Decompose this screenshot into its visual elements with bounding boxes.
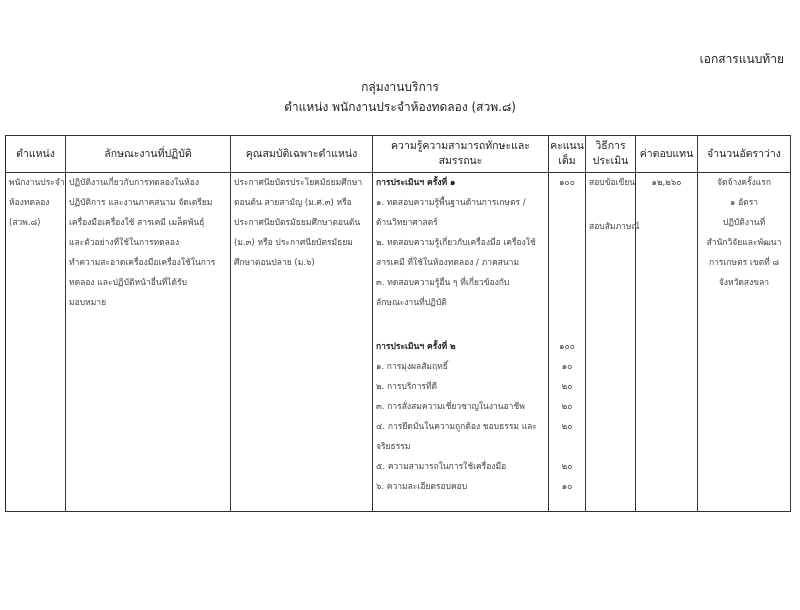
document-label: เอกสารแนบท้าย <box>699 52 784 66</box>
criterion-line: ด้านวิทยาศาสตร์ <box>376 218 438 228</box>
salary-value: ๑๒,๒๖๐ <box>651 178 682 188</box>
qualifications-line: ประกาศนียบัตรมัธยมศึกษาตอนต้น <box>234 218 361 228</box>
criterion-line: ๓. ทดสอบความรู้อื่น ๆ ที่เกี่ยวข้องกับ <box>376 278 510 288</box>
criterion-score: ๑๐ <box>561 362 573 372</box>
duties-cell <box>66 173 231 512</box>
duties-line: ทำความสะอาดเครื่องมือเครื่องใช้ในการ <box>69 258 216 268</box>
criterion-line: สารเคมี ที่ใช้ในห้องทดลอง / ภาคสนาม <box>376 258 520 268</box>
vacancy-line: สำนักวิจัยและพัฒนา <box>706 238 782 248</box>
page-title: กลุ่มงานบริการ <box>361 80 439 94</box>
vacancy-line: ปฏิบัติงานที่ <box>722 218 766 228</box>
criterion-line: ๖. ความละเอียดรอบคอบ <box>376 482 468 492</box>
criterion-score <box>552 293 582 313</box>
duties-line: ปฏิบัติงานเกี่ยวกับการทดลองในห้อง <box>69 178 199 188</box>
duties-line: เครื่องมือเครื่องใช้ สารเคมี เมล็ดพันธุ์ <box>69 218 205 228</box>
header-position: ตำแหน่ง <box>6 136 66 173</box>
vacancy-line: การเกษตร เขตที่ ๘ <box>708 258 780 268</box>
criterion-line: ๓. การสั่งสมความเชี่ยวชาญในงานอาชีพ <box>376 402 525 412</box>
score-cell <box>549 173 586 512</box>
criterion-score <box>552 233 582 253</box>
header-qualifications: คุณสมบัติเฉพาะตำแหน่ง <box>231 136 373 173</box>
criterion-line: ๕. ความสามารถในการใช้เครื่องมือ <box>376 462 507 472</box>
position-cell <box>6 173 66 512</box>
criterion-line: ๔. การยึดมั่นในความถูกต้อง ชอบธรรม และ <box>376 422 537 432</box>
criterion-line: ๑. การมุ่งผลสัมฤทธิ์ <box>376 362 448 372</box>
header-duties: ลักษณะงานที่ปฏิบัติ <box>66 136 231 173</box>
criterion-line: ลักษณะงานที่ปฏิบัติ <box>376 298 447 308</box>
position-line: ห้องทดลอง <box>9 198 50 208</box>
vacancy-cell <box>698 173 791 512</box>
method-cell <box>586 173 640 512</box>
criterion-score <box>552 253 582 273</box>
section-heading <box>376 337 545 357</box>
section-method: สอบสัมภาษณ์ <box>589 222 640 232</box>
duties-line: และตัวอย่างที่ใช้ในการทดลอง <box>69 238 180 248</box>
section-heading <box>376 173 545 193</box>
criterion-line: ๒. การบริการที่ดี <box>376 382 438 392</box>
criterion-score: ๒๐ <box>561 402 573 412</box>
vacancy-line: จัดจ้างครั้งแรก <box>717 178 771 188</box>
salary-cell <box>636 173 698 512</box>
knowledge-cell <box>373 173 549 512</box>
section-total-score: ๑๐๐ <box>559 342 575 352</box>
criterion-score: ๑๐ <box>561 482 573 492</box>
header-knowledge: ความรู้ความสามารถทักษะและสมรรถนะ <box>373 136 549 173</box>
position-line: (สวพ.๘) <box>9 218 41 228</box>
qualifications-line: ศึกษาตอนปลาย (ม.๖) <box>234 258 315 268</box>
qualifications-line: (ม.๓) หรือ ประกาศนียบัตรมัธยม <box>234 238 353 248</box>
position-table <box>5 135 791 512</box>
criterion-score <box>552 213 582 233</box>
header-salary: ค่าตอบแทน <box>636 136 698 173</box>
section-method: สอบข้อเขียน <box>589 178 636 188</box>
qualifications-line: ประกาศนียบัตรประโยคมัธยมศึกษา <box>234 178 363 188</box>
qualifications-cell <box>231 173 373 512</box>
vacancy-line: จังหวัดสงขลา <box>718 278 770 288</box>
position-line: พนักงานประจำ <box>9 178 65 188</box>
section-heading-text: การประเมินฯ ครั้งที่ ๒ <box>376 342 456 352</box>
page-subtitle: ตำแหน่ง พนักงานประจำห้องทดลอง (สวพ.๘) <box>284 100 516 114</box>
table-row <box>6 173 791 512</box>
header-vacancy: จำนวนอัตราว่าง <box>698 136 791 173</box>
criterion-score <box>552 437 582 457</box>
header-row <box>6 136 791 173</box>
criterion-score <box>552 193 582 213</box>
criterion-score: ๒๐ <box>561 422 573 432</box>
criterion-score: ๒๐ <box>561 462 573 472</box>
duties-line: ปฏิบัติการ และงานภาคสนาม จัดเตรียม <box>69 198 213 208</box>
qualifications-line: ตอนต้น สายสามัญ (ม.ศ.๓) หรือ <box>234 198 352 208</box>
vacancy-line: ๑ อัตรา <box>729 198 759 208</box>
section-total-score: ๑๐๐ <box>559 178 575 188</box>
header-full-score: คะแนนเต็ม <box>549 136 586 173</box>
section-heading-text: การประเมินฯ ครั้งที่ ๑ <box>376 178 456 188</box>
criterion-line: ๒. ทดสอบความรู้เกี่ยวกับเครื่องมือ เครื่องใช้ <box>376 238 536 248</box>
criterion-score: ๒๐ <box>561 382 573 392</box>
criterion-line: จริยธรรม <box>376 442 411 452</box>
header-method: วิธีการประเมิน <box>586 136 636 173</box>
duties-line: ทดลอง และปฏิบัติหน้าอื่นที่ได้รับ <box>69 278 188 288</box>
criterion-line: ๑. ทดสอบความรู้พื้นฐานด้านการเกษตร / <box>376 198 526 208</box>
criterion-score <box>552 273 582 293</box>
duties-line: มอบหมาย <box>69 298 107 308</box>
